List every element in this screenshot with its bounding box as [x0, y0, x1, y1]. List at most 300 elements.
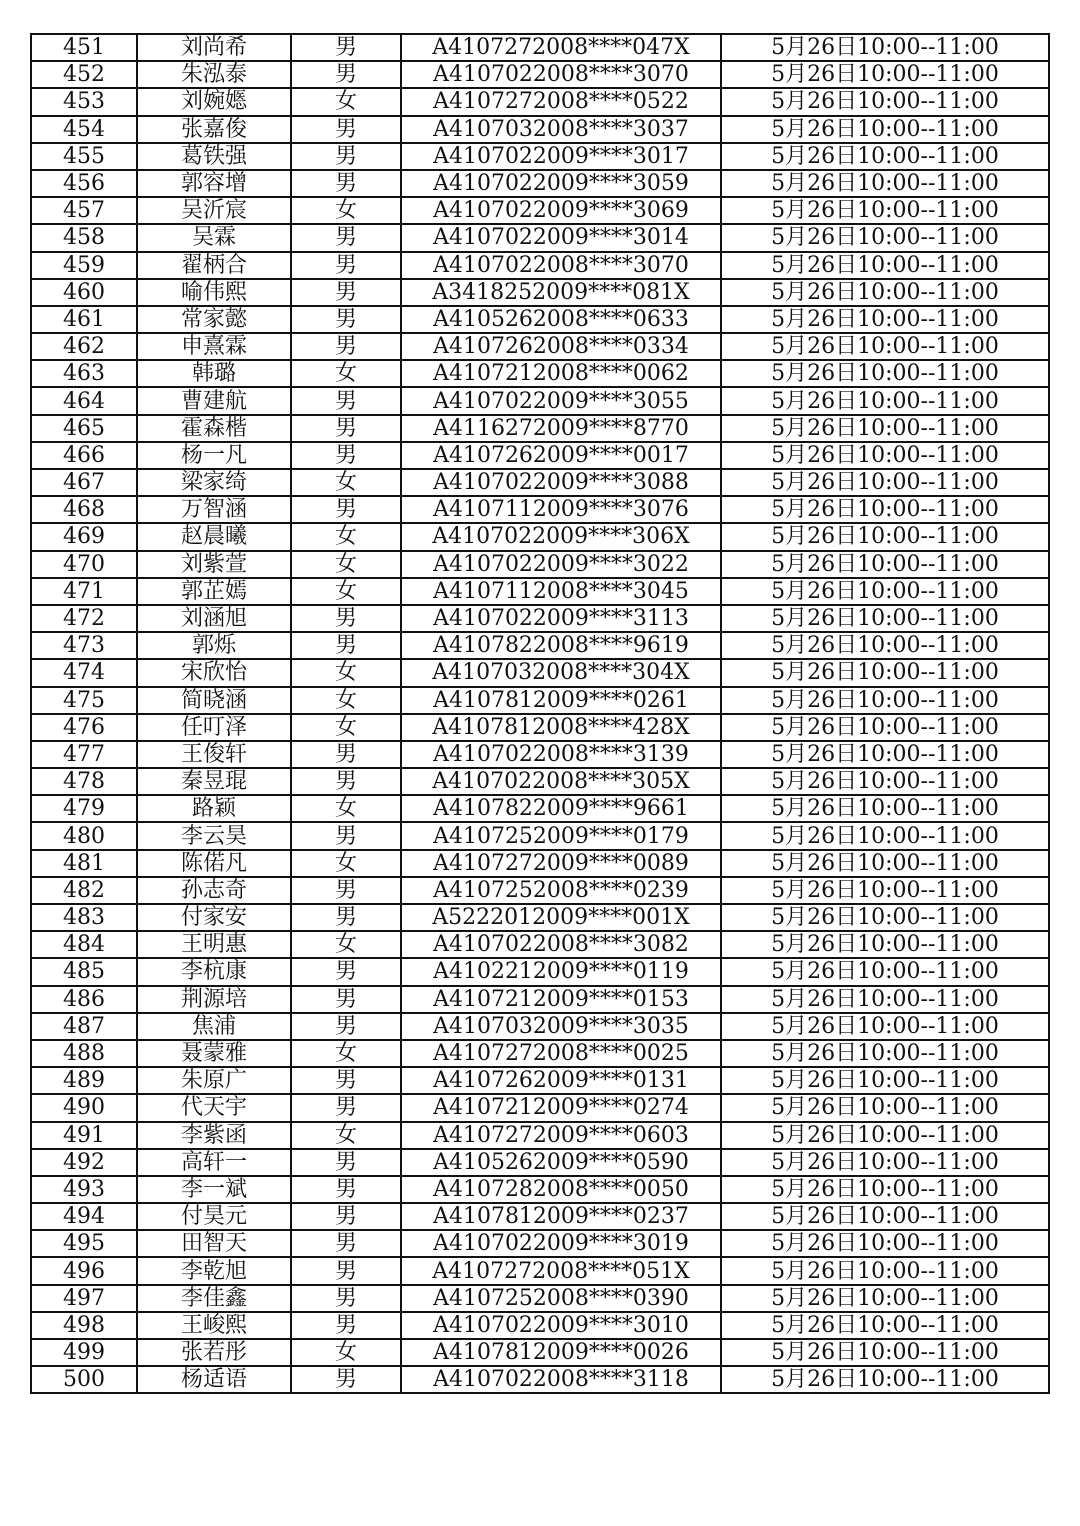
row-number: 474	[31, 659, 137, 686]
table-row	[31, 659, 1049, 686]
student-id: A4107022009****3069	[401, 197, 721, 224]
row-number: 461	[31, 306, 137, 333]
table-row	[31, 360, 1049, 387]
student-gender: 男	[291, 605, 401, 632]
student-name: 郭烁	[137, 632, 291, 659]
student-gender: 男	[291, 170, 401, 197]
student-id: A4107022009****3055	[401, 387, 721, 414]
row-number: 452	[31, 61, 137, 88]
student-id: A4107822008****9619	[401, 632, 721, 659]
student-gender: 女	[291, 551, 401, 578]
row-number: 495	[31, 1230, 137, 1257]
appointment-time: 5月26日10:00--11:00	[721, 469, 1049, 496]
appointment-time: 5月26日10:00--11:00	[721, 197, 1049, 224]
table-row	[31, 986, 1049, 1013]
student-name: 喻伟熙	[137, 279, 291, 306]
row-number: 477	[31, 741, 137, 768]
student-gender: 男	[291, 442, 401, 469]
table-row	[31, 1257, 1049, 1284]
row-number: 473	[31, 632, 137, 659]
student-gender: 男	[291, 34, 401, 61]
student-gender: 男	[291, 741, 401, 768]
appointment-time: 5月26日10:00--11:00	[721, 1312, 1049, 1339]
appointment-time: 5月26日10:00--11:00	[721, 1122, 1049, 1149]
student-name: 刘紫萱	[137, 551, 291, 578]
student-name: 张若彤	[137, 1339, 291, 1366]
student-id: A3418252009****081X	[401, 279, 721, 306]
row-number: 470	[31, 551, 137, 578]
student-gender: 男	[291, 1203, 401, 1230]
appointment-time: 5月26日10:00--11:00	[721, 306, 1049, 333]
student-gender: 女	[291, 1040, 401, 1067]
table-row	[31, 632, 1049, 659]
student-id: A4107022009****3014	[401, 224, 721, 251]
table-row	[31, 958, 1049, 985]
student-id: A4107272008****047X	[401, 34, 721, 61]
student-id: A4107022009****3010	[401, 1312, 721, 1339]
row-number: 460	[31, 279, 137, 306]
roster-sheet	[30, 33, 1048, 1394]
row-number: 476	[31, 714, 137, 741]
appointment-time: 5月26日10:00--11:00	[721, 170, 1049, 197]
student-gender: 女	[291, 795, 401, 822]
appointment-time: 5月26日10:00--11:00	[721, 1366, 1049, 1393]
student-name: 万智涵	[137, 496, 291, 523]
student-gender: 男	[291, 958, 401, 985]
appointment-time: 5月26日10:00--11:00	[721, 1176, 1049, 1203]
table-row	[31, 1285, 1049, 1312]
table-row	[31, 741, 1049, 768]
table-row	[31, 1149, 1049, 1176]
table-row	[31, 61, 1049, 88]
student-name: 任叮泽	[137, 714, 291, 741]
appointment-time: 5月26日10:00--11:00	[721, 850, 1049, 877]
appointment-time: 5月26日10:00--11:00	[721, 741, 1049, 768]
appointment-time: 5月26日10:00--11:00	[721, 877, 1049, 904]
student-name: 李一斌	[137, 1176, 291, 1203]
student-gender: 男	[291, 632, 401, 659]
student-name: 杨适语	[137, 1366, 291, 1393]
appointment-time: 5月26日10:00--11:00	[721, 659, 1049, 686]
student-gender: 男	[291, 415, 401, 442]
student-gender: 女	[291, 523, 401, 550]
student-id: A4107022009****3113	[401, 605, 721, 632]
row-number: 497	[31, 1285, 137, 1312]
student-name: 焦浦	[137, 1013, 291, 1040]
student-gender: 男	[291, 1176, 401, 1203]
table-row	[31, 714, 1049, 741]
student-gender: 男	[291, 877, 401, 904]
appointment-time: 5月26日10:00--11:00	[721, 415, 1049, 442]
student-gender: 女	[291, 578, 401, 605]
row-number: 453	[31, 88, 137, 115]
row-number: 494	[31, 1203, 137, 1230]
student-gender: 男	[291, 116, 401, 143]
row-number: 459	[31, 252, 137, 279]
student-name: 代天宇	[137, 1094, 291, 1121]
student-id: A4107272009****0603	[401, 1122, 721, 1149]
student-name: 刘涵旭	[137, 605, 291, 632]
table-row	[31, 795, 1049, 822]
row-number: 478	[31, 768, 137, 795]
student-gender: 女	[291, 360, 401, 387]
row-number: 464	[31, 387, 137, 414]
table-row	[31, 605, 1049, 632]
appointment-time: 5月26日10:00--11:00	[721, 1285, 1049, 1312]
student-gender: 女	[291, 931, 401, 958]
student-gender: 男	[291, 768, 401, 795]
row-number: 468	[31, 496, 137, 523]
appointment-time: 5月26日10:00--11:00	[721, 442, 1049, 469]
student-gender: 男	[291, 904, 401, 931]
student-gender: 女	[291, 469, 401, 496]
student-name: 吴沂宸	[137, 197, 291, 224]
table-row	[31, 1094, 1049, 1121]
appointment-time: 5月26日10:00--11:00	[721, 34, 1049, 61]
student-gender: 女	[291, 197, 401, 224]
student-gender: 男	[291, 333, 401, 360]
student-gender: 男	[291, 387, 401, 414]
student-id: A4107022008****3070	[401, 252, 721, 279]
row-number: 465	[31, 415, 137, 442]
student-name: 朱泓泰	[137, 61, 291, 88]
appointment-time: 5月26日10:00--11:00	[721, 931, 1049, 958]
appointment-time: 5月26日10:00--11:00	[721, 1257, 1049, 1284]
table-row	[31, 279, 1049, 306]
row-number: 480	[31, 822, 137, 849]
student-name: 常家懿	[137, 306, 291, 333]
student-name: 王峻熙	[137, 1312, 291, 1339]
student-id: A4107262008****0334	[401, 333, 721, 360]
student-id: A4107262009****0131	[401, 1067, 721, 1094]
student-id: A4107822009****9661	[401, 795, 721, 822]
student-name: 梁家绮	[137, 469, 291, 496]
appointment-time: 5月26日10:00--11:00	[721, 523, 1049, 550]
student-gender: 男	[291, 61, 401, 88]
roster-table	[30, 33, 1050, 1394]
appointment-time: 5月26日10:00--11:00	[721, 224, 1049, 251]
student-name: 韩璐	[137, 360, 291, 387]
row-number: 490	[31, 1094, 137, 1121]
row-number: 466	[31, 442, 137, 469]
student-gender: 男	[291, 252, 401, 279]
student-id: A4107022009****3017	[401, 143, 721, 170]
table-row	[31, 306, 1049, 333]
table-row	[31, 88, 1049, 115]
table-row	[31, 822, 1049, 849]
student-name: 秦昱琨	[137, 768, 291, 795]
student-name: 吴霖	[137, 224, 291, 251]
student-gender: 女	[291, 659, 401, 686]
student-id: A4107022008****3082	[401, 931, 721, 958]
appointment-time: 5月26日10:00--11:00	[721, 143, 1049, 170]
student-gender: 男	[291, 1257, 401, 1284]
student-gender: 男	[291, 224, 401, 251]
row-number: 458	[31, 224, 137, 251]
row-number: 483	[31, 904, 137, 931]
row-number: 462	[31, 333, 137, 360]
row-number: 455	[31, 143, 137, 170]
student-id: A4107022009****3088	[401, 469, 721, 496]
appointment-time: 5月26日10:00--11:00	[721, 958, 1049, 985]
student-name: 李紫函	[137, 1122, 291, 1149]
student-id: A4107032009****3035	[401, 1013, 721, 1040]
student-name: 翟柄合	[137, 252, 291, 279]
student-gender: 女	[291, 714, 401, 741]
student-id: A4107032008****304X	[401, 659, 721, 686]
appointment-time: 5月26日10:00--11:00	[721, 551, 1049, 578]
row-number: 500	[31, 1366, 137, 1393]
student-id: A4107252008****0390	[401, 1285, 721, 1312]
student-id: A4107812009****0261	[401, 687, 721, 714]
student-gender: 男	[291, 1230, 401, 1257]
table-row	[31, 551, 1049, 578]
appointment-time: 5月26日10:00--11:00	[721, 1230, 1049, 1257]
student-gender: 男	[291, 1285, 401, 1312]
appointment-time: 5月26日10:00--11:00	[721, 795, 1049, 822]
student-name: 刘尚希	[137, 34, 291, 61]
appointment-time: 5月26日10:00--11:00	[721, 687, 1049, 714]
student-id: A5222012009****001X	[401, 904, 721, 931]
table-row	[31, 931, 1049, 958]
table-row	[31, 252, 1049, 279]
appointment-time: 5月26日10:00--11:00	[721, 578, 1049, 605]
table-row	[31, 1230, 1049, 1257]
student-id: A4107212009****0274	[401, 1094, 721, 1121]
student-name: 杨一凡	[137, 442, 291, 469]
row-number: 481	[31, 850, 137, 877]
table-row	[31, 687, 1049, 714]
student-gender: 男	[291, 143, 401, 170]
student-name: 路颖	[137, 795, 291, 822]
student-id: A4107252009****0179	[401, 822, 721, 849]
student-gender: 男	[291, 1366, 401, 1393]
student-name: 宋欣怡	[137, 659, 291, 686]
student-gender: 男	[291, 986, 401, 1013]
table-row	[31, 34, 1049, 61]
table-row	[31, 1203, 1049, 1230]
appointment-time: 5月26日10:00--11:00	[721, 61, 1049, 88]
student-id: A4107812009****0237	[401, 1203, 721, 1230]
student-name: 王俊轩	[137, 741, 291, 768]
student-id: A4116272009****8770	[401, 415, 721, 442]
row-number: 456	[31, 170, 137, 197]
student-name: 申熹霖	[137, 333, 291, 360]
student-id: A4107272009****0089	[401, 850, 721, 877]
student-name: 荆源培	[137, 986, 291, 1013]
student-name: 朱原广	[137, 1067, 291, 1094]
appointment-time: 5月26日10:00--11:00	[721, 387, 1049, 414]
student-id: A4107022009****3022	[401, 551, 721, 578]
table-row	[31, 415, 1049, 442]
row-number: 471	[31, 578, 137, 605]
row-number: 484	[31, 931, 137, 958]
appointment-time: 5月26日10:00--11:00	[721, 333, 1049, 360]
student-id: A4102212009****0119	[401, 958, 721, 985]
student-gender: 女	[291, 1339, 401, 1366]
row-number: 491	[31, 1122, 137, 1149]
roster-table-body	[31, 34, 1049, 1393]
row-number: 493	[31, 1176, 137, 1203]
student-gender: 男	[291, 822, 401, 849]
table-row	[31, 197, 1049, 224]
appointment-time: 5月26日10:00--11:00	[721, 116, 1049, 143]
student-gender: 男	[291, 306, 401, 333]
appointment-time: 5月26日10:00--11:00	[721, 605, 1049, 632]
student-gender: 男	[291, 1312, 401, 1339]
appointment-time: 5月26日10:00--11:00	[721, 1203, 1049, 1230]
appointment-time: 5月26日10:00--11:00	[721, 1149, 1049, 1176]
student-name: 赵晨曦	[137, 523, 291, 550]
table-row	[31, 850, 1049, 877]
row-number: 479	[31, 795, 137, 822]
appointment-time: 5月26日10:00--11:00	[721, 1094, 1049, 1121]
table-row	[31, 116, 1049, 143]
table-row	[31, 1339, 1049, 1366]
row-number: 472	[31, 605, 137, 632]
row-number: 486	[31, 986, 137, 1013]
student-id: A4107262009****0017	[401, 442, 721, 469]
student-name: 刘婉嫕	[137, 88, 291, 115]
student-name: 霍森楷	[137, 415, 291, 442]
appointment-time: 5月26日10:00--11:00	[721, 632, 1049, 659]
appointment-time: 5月26日10:00--11:00	[721, 360, 1049, 387]
student-name: 陈偌凡	[137, 850, 291, 877]
table-row	[31, 1040, 1049, 1067]
student-name: 高轩一	[137, 1149, 291, 1176]
table-row	[31, 1366, 1049, 1393]
student-id: A4107022009****306X	[401, 523, 721, 550]
table-row	[31, 496, 1049, 523]
student-name: 张嘉俊	[137, 116, 291, 143]
appointment-time: 5月26日10:00--11:00	[721, 904, 1049, 931]
row-number: 498	[31, 1312, 137, 1339]
table-row	[31, 578, 1049, 605]
appointment-time: 5月26日10:00--11:00	[721, 252, 1049, 279]
student-id: A4107032008****3037	[401, 116, 721, 143]
appointment-time: 5月26日10:00--11:00	[721, 1040, 1049, 1067]
table-row	[31, 523, 1049, 550]
appointment-time: 5月26日10:00--11:00	[721, 986, 1049, 1013]
student-name: 曹建航	[137, 387, 291, 414]
table-row	[31, 442, 1049, 469]
row-number: 496	[31, 1257, 137, 1284]
appointment-time: 5月26日10:00--11:00	[721, 88, 1049, 115]
table-row	[31, 877, 1049, 904]
student-name: 李杭康	[137, 958, 291, 985]
student-id: A4107252008****0239	[401, 877, 721, 904]
student-name: 郭芷嫣	[137, 578, 291, 605]
appointment-time: 5月26日10:00--11:00	[721, 1067, 1049, 1094]
student-gender: 男	[291, 1013, 401, 1040]
student-id: A4107022008****3070	[401, 61, 721, 88]
appointment-time: 5月26日10:00--11:00	[721, 496, 1049, 523]
student-name: 王明惠	[137, 931, 291, 958]
student-name: 郭容增	[137, 170, 291, 197]
student-id: A4107112009****3076	[401, 496, 721, 523]
student-id: A4107212009****0153	[401, 986, 721, 1013]
row-number: 489	[31, 1067, 137, 1094]
student-gender: 男	[291, 496, 401, 523]
table-row	[31, 1067, 1049, 1094]
student-name: 付家安	[137, 904, 291, 931]
row-number: 485	[31, 958, 137, 985]
table-row	[31, 1122, 1049, 1149]
student-gender: 女	[291, 850, 401, 877]
student-name: 简晓涵	[137, 687, 291, 714]
table-row	[31, 170, 1049, 197]
row-number: 451	[31, 34, 137, 61]
row-number: 467	[31, 469, 137, 496]
student-gender: 男	[291, 279, 401, 306]
row-number: 488	[31, 1040, 137, 1067]
row-number: 499	[31, 1339, 137, 1366]
student-id: A4107272008****0522	[401, 88, 721, 115]
row-number: 487	[31, 1013, 137, 1040]
row-number: 482	[31, 877, 137, 904]
row-number: 463	[31, 360, 137, 387]
table-row	[31, 469, 1049, 496]
student-id: A4105262008****0633	[401, 306, 721, 333]
student-name: 孙志奇	[137, 877, 291, 904]
student-gender: 女	[291, 88, 401, 115]
student-id: A4107272008****051X	[401, 1257, 721, 1284]
student-id: A4107212008****0062	[401, 360, 721, 387]
student-name: 李乾旭	[137, 1257, 291, 1284]
row-number: 475	[31, 687, 137, 714]
table-row	[31, 1013, 1049, 1040]
appointment-time: 5月26日10:00--11:00	[721, 1013, 1049, 1040]
student-gender: 女	[291, 687, 401, 714]
student-id: A4107112008****3045	[401, 578, 721, 605]
table-row	[31, 768, 1049, 795]
student-id: A4105262009****0590	[401, 1149, 721, 1176]
student-id: A4107022008****3139	[401, 741, 721, 768]
student-name: 聂蒙雅	[137, 1040, 291, 1067]
student-name: 田智天	[137, 1230, 291, 1257]
appointment-time: 5月26日10:00--11:00	[721, 1339, 1049, 1366]
table-row	[31, 143, 1049, 170]
student-id: A4107022009****3019	[401, 1230, 721, 1257]
student-gender: 女	[291, 1122, 401, 1149]
table-row	[31, 904, 1049, 931]
row-number: 454	[31, 116, 137, 143]
appointment-time: 5月26日10:00--11:00	[721, 822, 1049, 849]
appointment-time: 5月26日10:00--11:00	[721, 768, 1049, 795]
row-number: 492	[31, 1149, 137, 1176]
row-number: 469	[31, 523, 137, 550]
student-name: 李佳鑫	[137, 1285, 291, 1312]
student-id: A4107022008****305X	[401, 768, 721, 795]
table-row	[31, 333, 1049, 360]
student-id: A4107272008****0025	[401, 1040, 721, 1067]
student-name: 葛铁强	[137, 143, 291, 170]
student-name: 李云昊	[137, 822, 291, 849]
student-id: A4107022008****3118	[401, 1366, 721, 1393]
student-id: A4107812009****0026	[401, 1339, 721, 1366]
appointment-time: 5月26日10:00--11:00	[721, 279, 1049, 306]
table-row	[31, 1312, 1049, 1339]
table-row	[31, 224, 1049, 251]
table-row	[31, 1176, 1049, 1203]
appointment-time: 5月26日10:00--11:00	[721, 714, 1049, 741]
student-id: A4107812008****428X	[401, 714, 721, 741]
student-id: A4107022009****3059	[401, 170, 721, 197]
table-row	[31, 387, 1049, 414]
student-gender: 男	[291, 1067, 401, 1094]
row-number: 457	[31, 197, 137, 224]
student-id: A4107282008****0050	[401, 1176, 721, 1203]
